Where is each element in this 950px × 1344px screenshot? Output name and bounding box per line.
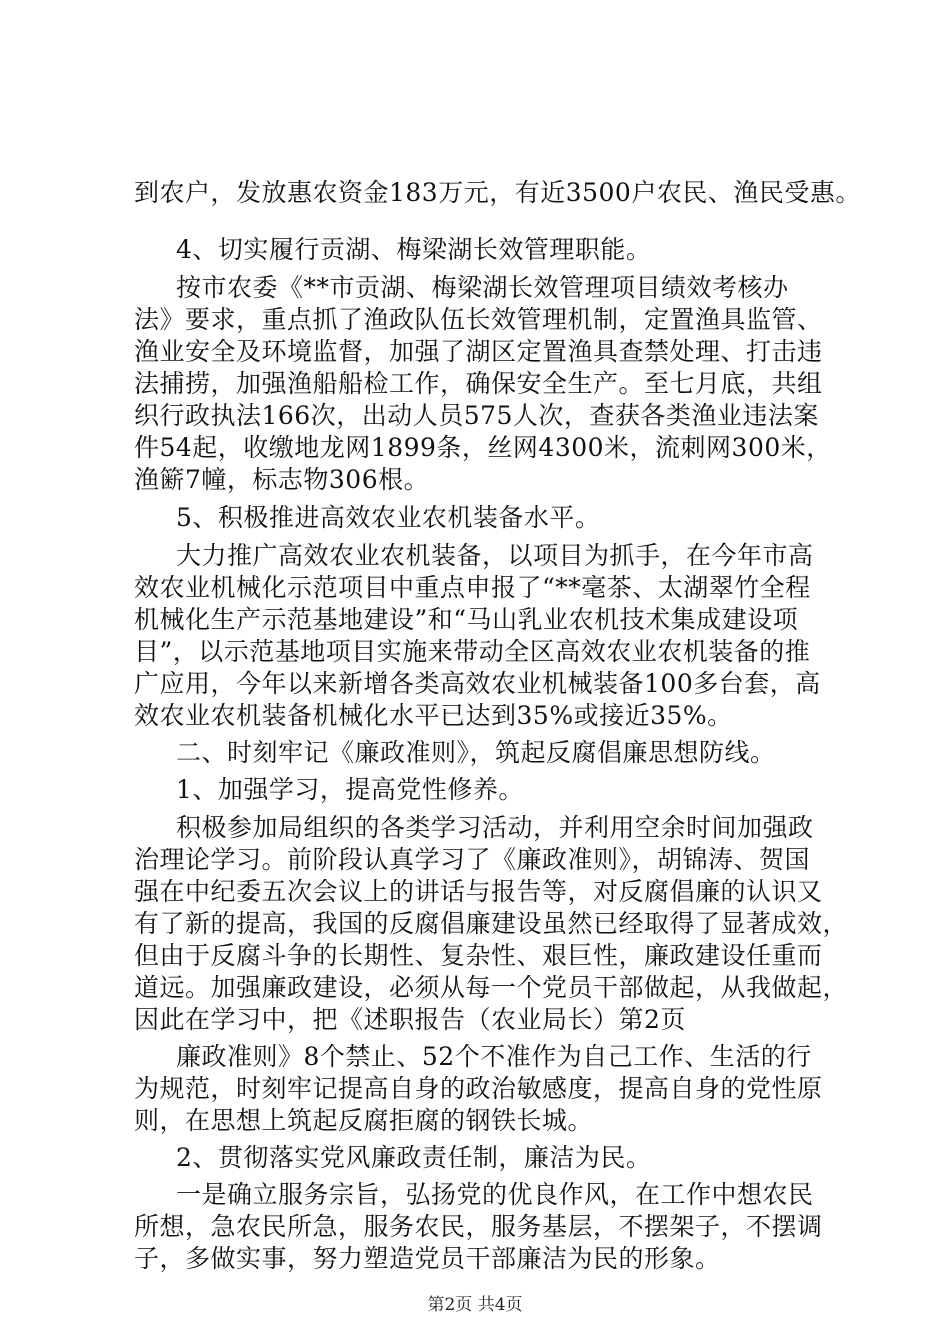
section-heading: 5、积极推进高效农业农机装备水平。 — [176, 503, 601, 532]
body-text-line: 积极参加局组织的各类学习活动，并利用空余时间加强政 — [176, 813, 814, 842]
body-text-line: 所想，急农民所急，服务农民，服务基层，不摆架子，不摆调 — [134, 1212, 823, 1241]
body-text-line: 效农业机械化示范项目中重点申报了“**毫茶、太湖翠竹全程 — [134, 573, 811, 602]
section-heading: 2、贯彻落实党风廉政责任制，廉洁为民。 — [176, 1143, 652, 1172]
body-text-line: 渔业安全及环境监督，加强了湖区定置渔具查禁处理、打击违 — [134, 337, 823, 366]
body-text-line: 目”，以示范基地项目实施来带动全区高效农业农机装备的推 — [134, 637, 811, 666]
body-text-line: 法》要求，重点抓了渔政队伍长效管理机制，定置渔具监管、 — [134, 305, 823, 334]
body-text-line: 按市农委《**市贡湖、梅梁湖长效管理项目绩效考核办 — [176, 273, 789, 302]
section-heading: 4、切实履行贡湖、梅梁湖长效管理职能。 — [176, 235, 652, 264]
section-heading: 1、加强学习，提高党性修养。 — [176, 775, 524, 804]
body-text-line: 子，多做实事，努力塑造党员干部廉洁为民的形象。 — [134, 1244, 721, 1273]
body-text-line: 效农业农机装备机械化水平已达到35%或接近35%。 — [134, 701, 733, 730]
body-text-line: 件54起，收缴地龙网1899条，丝网4300米，流刺网300米， — [134, 433, 832, 462]
body-text-line: 法捕捞，加强渔船船检工作，确保安全生产。至七月底，共组 — [134, 369, 823, 398]
page-footer: 第2页 共4页 — [427, 1295, 523, 1315]
body-text-line: 到农户，发放惠农资金183万元，有近3500户农民、渔民受惠。 — [134, 178, 861, 207]
body-text-line: 机械化生产示范基地建设”和“马山乳业农机技术集成建设项 — [134, 605, 799, 634]
body-text-line: 廉政准则》8个禁止、52个不准作为自己工作、生活的行 — [176, 1042, 812, 1071]
body-text-line: 渔簖7幢，标志物306根。 — [134, 465, 430, 494]
body-text-line: 但由于反腐斗争的长期性、复杂性、艰巨性，廉政建设任重而 — [134, 941, 823, 970]
body-text-line: 则，在思想上筑起反腐拒腐的钢铁长城。 — [134, 1106, 594, 1135]
body-text-line: 大力推广高效农业农机装备，以项目为抓手，在今年市高 — [176, 541, 814, 570]
body-text-line: 道远。加强廉政建设，必须从每一个党员干部做起，从我做起， — [134, 973, 849, 1002]
body-text-line: 织行政执法166次，出动人员575人次，查获各类渔业违法案 — [134, 401, 819, 430]
body-text-line: 为规范，时刻牢记提高自身的政治敏感度，提高自身的党性原 — [134, 1074, 823, 1103]
body-text-line: 治理论学习。前阶段认真学习了《廉政准则》，胡锦涛、贺国 — [134, 845, 811, 874]
body-text-line: 强在中纪委五次会议上的讲话与报告等，对反腐倡廉的认识又 — [134, 877, 823, 906]
body-text-line: 因此在学习中，把《述职报告（农业局长）第2页 — [134, 1005, 686, 1034]
body-text-line: 有了新的提高，我国的反腐倡廉建设虽然已经取得了显著成效， — [134, 909, 849, 938]
section-heading: 二、时刻牢记《廉政准则》，筑起反腐倡廉思想防线。 — [176, 738, 776, 767]
body-text-line: 一是确立服务宗旨，弘扬党的优良作风，在工作中想农民 — [176, 1180, 814, 1209]
body-text-line: 广应用，今年以来新增各类高效农业机械装备100多台套，高 — [134, 669, 821, 698]
